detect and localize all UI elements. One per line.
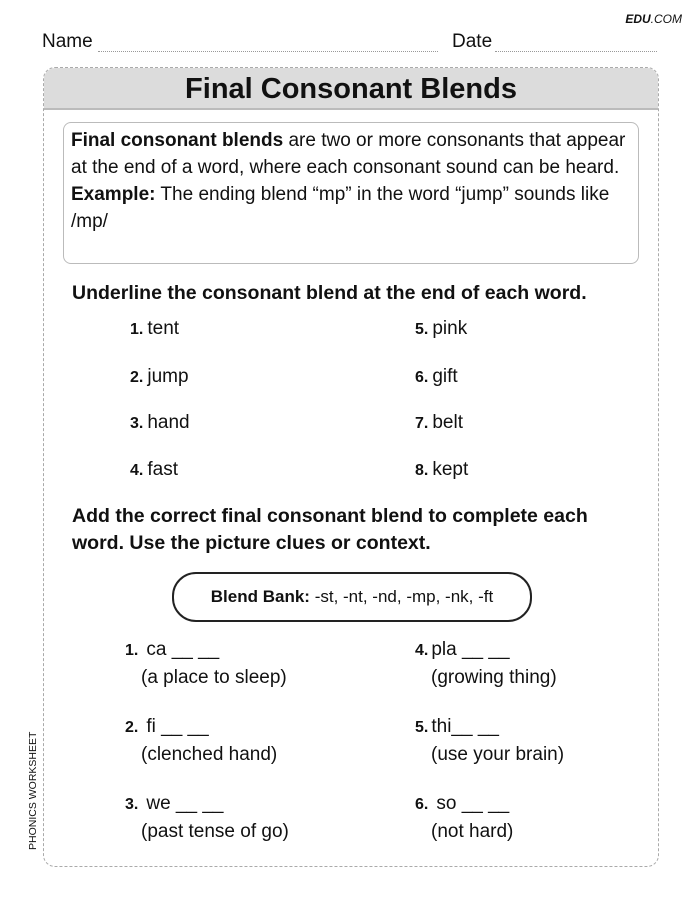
word-item: 1. tent (130, 318, 180, 339)
exercise-item: 4. pla __ __ (growing thing) (415, 639, 557, 688)
name-label: Name (42, 31, 93, 52)
name-field-line[interactable] (98, 51, 438, 52)
exercise-item: 3. we __ __ (past tense of go) (125, 793, 289, 842)
example-text: The ending blend “mp” in the word “jump” sounds like /mp/ (71, 184, 610, 232)
exercise-item: 2. fi __ __ (clenched hand) (125, 716, 278, 765)
definition-term: Final consonant blends (71, 130, 284, 151)
blend-bank: Blend Bank: -st, -nt, -nd, -mp, -nk, -ft (172, 572, 532, 622)
date-label: Date (452, 31, 493, 52)
date-field-line[interactable] (495, 51, 657, 52)
brand-logo: EDU.COM (625, 12, 682, 26)
definition-text: are two or more consonants that appear at the end of a word, where each consonant sound can be heard. (71, 130, 626, 178)
section2-instruction: Add the correct final consonant blend to complete each word. Use the picture clues or context. (72, 505, 588, 554)
exercise-item: 1. ca __ __ (a place to sleep) (125, 639, 287, 688)
page-title: Final Consonant Blends (44, 68, 658, 110)
example-label: Example: (71, 184, 156, 205)
word-item: 5. pink (415, 318, 468, 339)
word-item: 7. belt (415, 412, 463, 433)
word-item: 3. hand (130, 412, 190, 433)
exercise-item: 6. so __ __ (not hard) (415, 793, 514, 842)
section1-instruction: Underline the consonant blend at the end of each word. (72, 282, 587, 304)
word-item: 2. jump (130, 366, 189, 387)
word-item: 6. gift (415, 366, 458, 387)
definition-box (63, 122, 639, 264)
side-label: PHONICS WORKSHEET (27, 731, 39, 850)
word-item: 8. kept (415, 459, 469, 480)
word-item: 4. fast (130, 459, 178, 480)
exercise-item: 5. thi__ __ (use your brain) (415, 716, 565, 765)
